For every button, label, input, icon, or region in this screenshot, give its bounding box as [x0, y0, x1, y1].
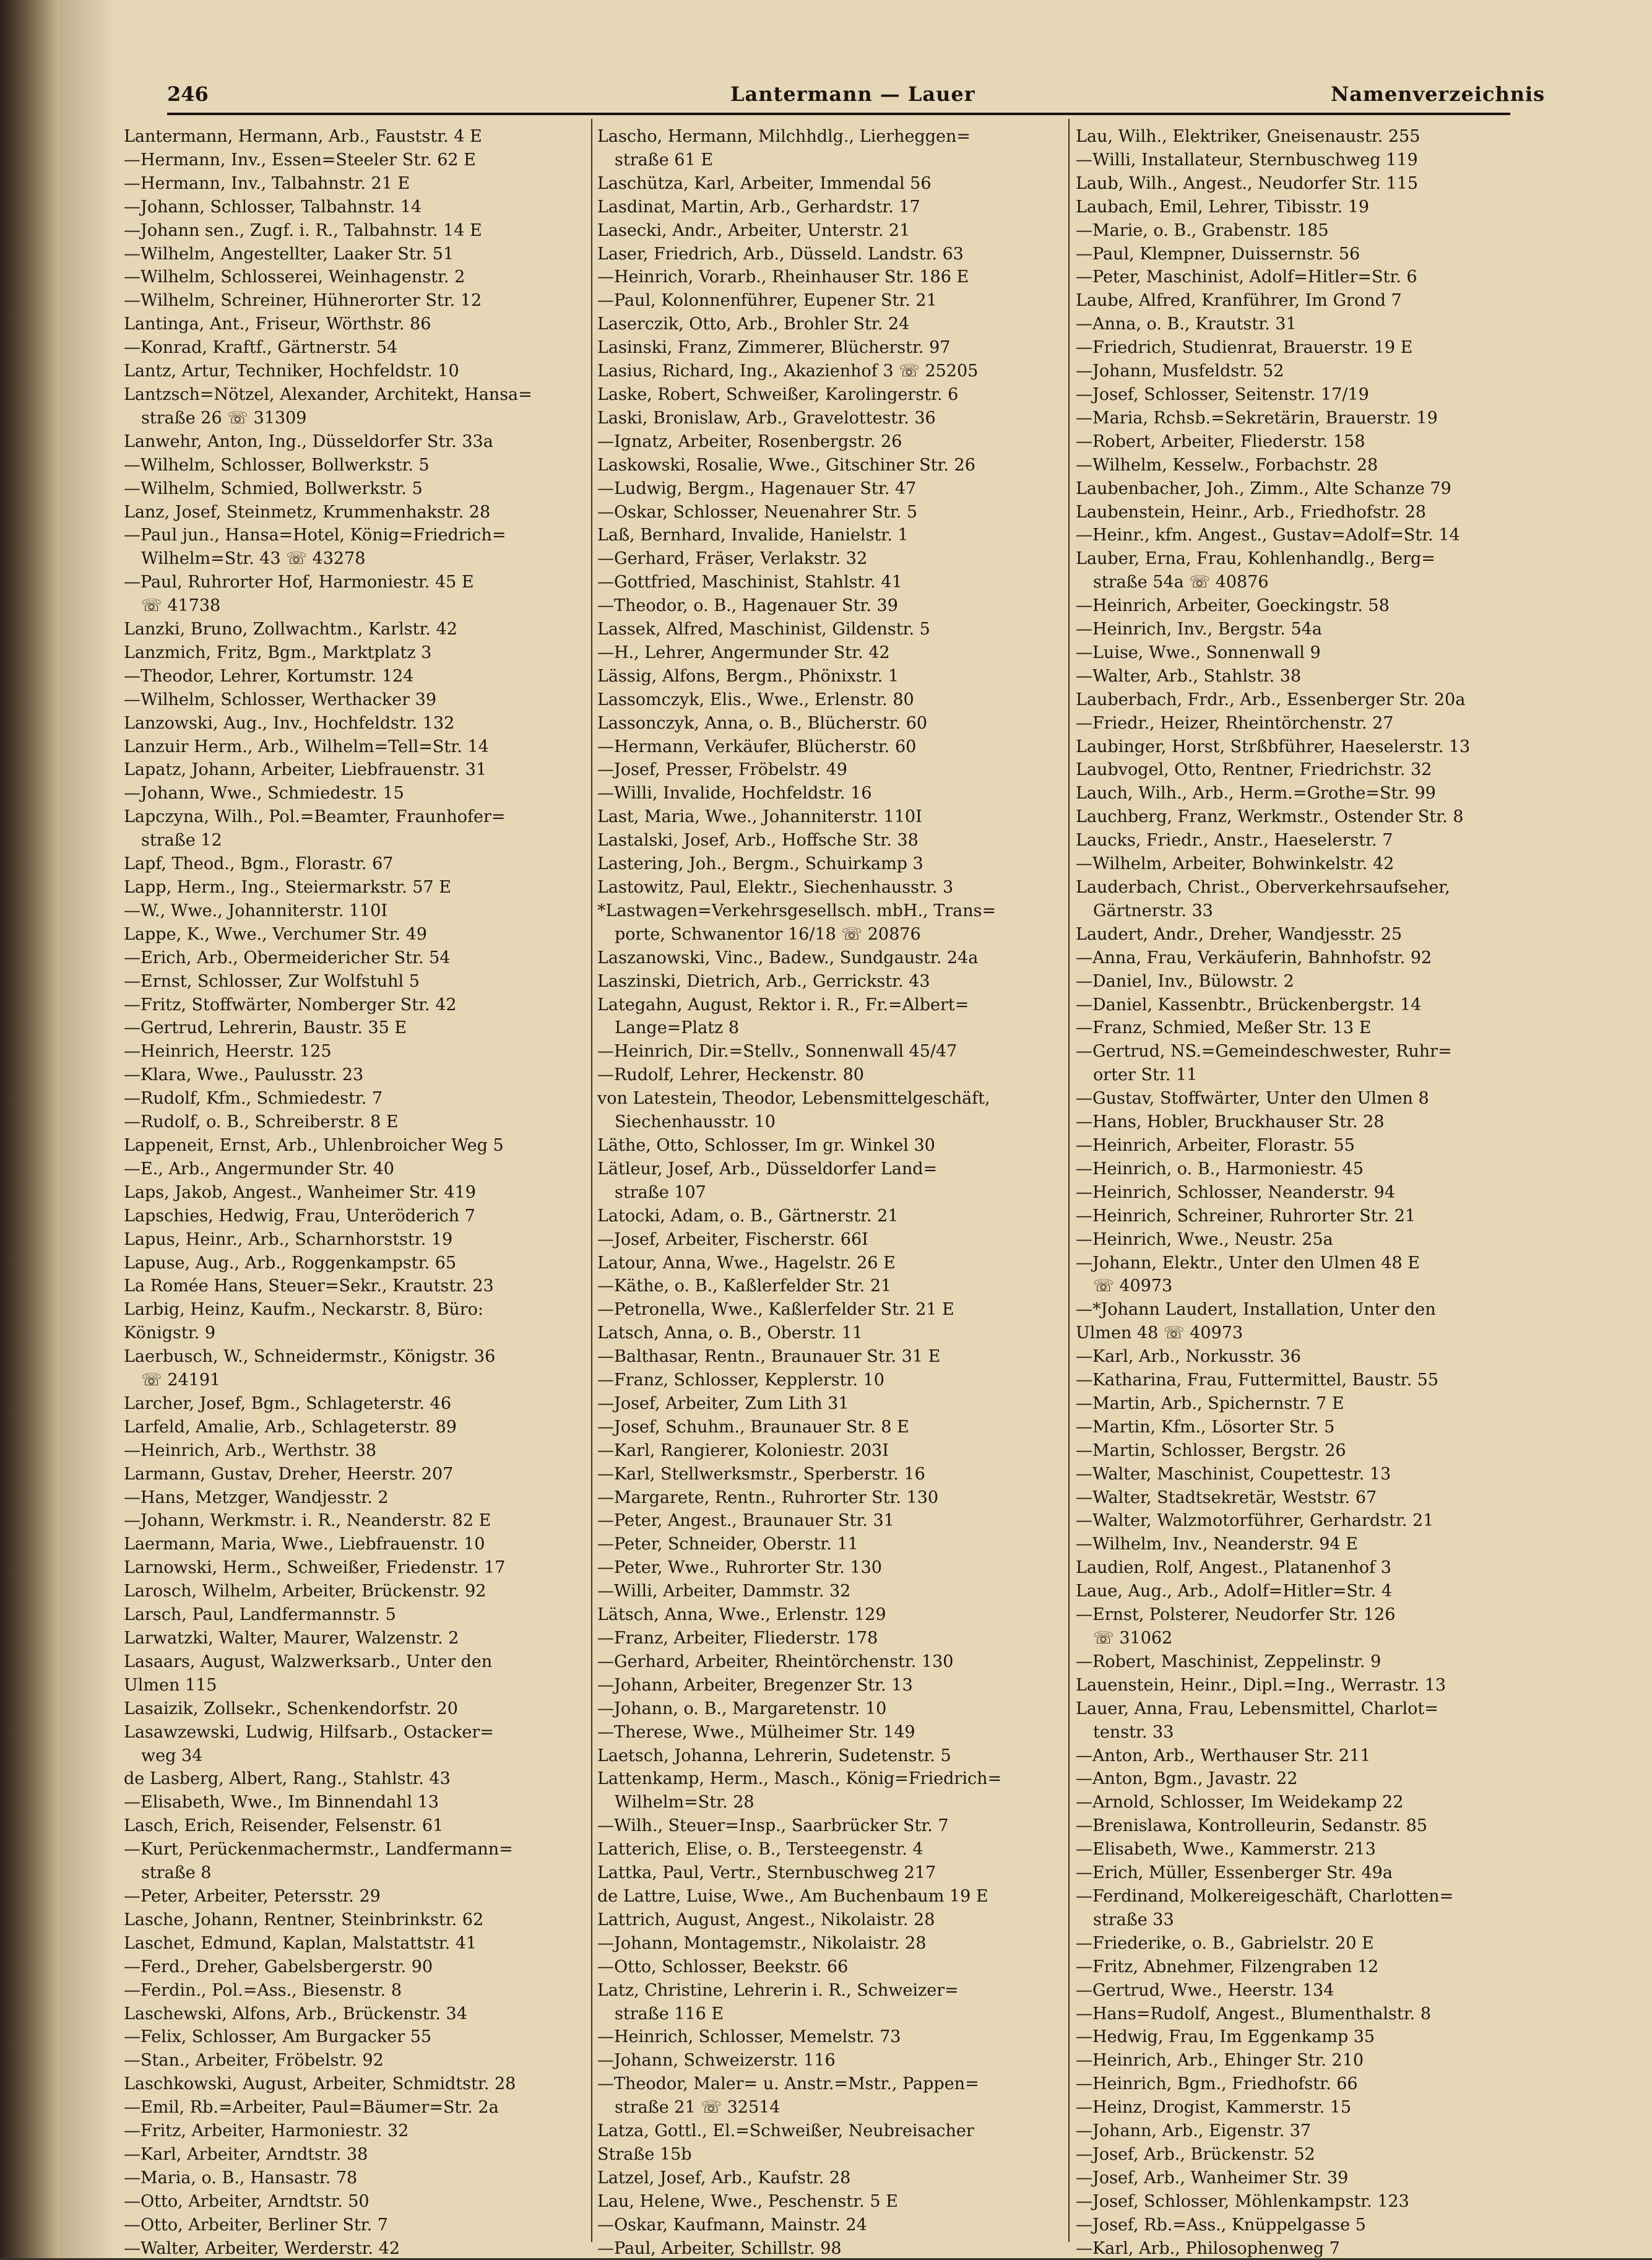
- directory-entry: Laubinger, Horst, Strßbführer, Haeselerstr. 13: [1076, 737, 1471, 756]
- directory-entry: —Peter, Arbeiter, Petersstr. 29: [124, 1886, 381, 1906]
- directory-entry: Lapatz, Johann, Arbeiter, Liebfrauenstr. 31: [124, 760, 487, 780]
- directory-entry: Last, Maria, Wwe., Johanniterstr. 110I: [597, 807, 922, 827]
- directory-entry: Laubenstein, Heinr., Arb., Friedhofstr. 28: [1076, 502, 1426, 522]
- directory-entry: Lauchberg, Franz, Werkmstr., Ostender Str. 8: [1076, 807, 1464, 827]
- directory-entry: —Kurt, Perückenmachermstr., Landfermann=: [124, 1840, 513, 1860]
- directory-entry: —Friedr., Heizer, Rheintörchenstr. 27: [1076, 713, 1394, 733]
- directory-entry: Lange=Platz 8: [615, 1018, 740, 1038]
- directory-entry: Laser, Friedrich, Arb., Düsseld. Landstr. 63: [597, 244, 964, 264]
- directory-entry: —Hermann, Inv., Essen=Steeler Str. 62 E: [124, 150, 476, 170]
- directory-entry: straße 116 E: [615, 2004, 724, 2024]
- directory-entry: —Robert, Maschinist, Zeppelinstr. 9: [1076, 1652, 1382, 1671]
- page-header: [124, 77, 1546, 115]
- directory-entry: von Latestein, Theodor, Lebensmittelgeschäft,: [597, 1089, 990, 1109]
- directory-entry: ☏ 31062: [1093, 1629, 1173, 1648]
- directory-entry: straße 33: [1093, 1910, 1174, 1929]
- directory-entry: —Johann, Schweizerstr. 116: [597, 2051, 836, 2071]
- directory-entry: —Wilhelm, Schmied, Bollwerkstr. 5: [124, 478, 423, 498]
- directory-entry: —Paul, Arbeiter, Schillstr. 98: [597, 2238, 842, 2258]
- directory-entry: —Hans, Hobler, Bruckhauser Str. 28: [1076, 1112, 1385, 1132]
- running-title: Lantermann — Lauer: [730, 82, 975, 106]
- directory-entry: Larcher, Josef, Bgm., Schlageterstr. 46: [124, 1393, 452, 1413]
- directory-entry: —Heinrich, Arb., Ehinger Str. 210: [1076, 2051, 1364, 2071]
- directory-entry: Lastalski, Josef, Arb., Hoffsche Str. 38: [597, 831, 919, 851]
- directory-entry: —Oskar, Schlosser, Neuenahrer Str. 5: [597, 502, 918, 522]
- directory-entry: Lattenkamp, Herm., Masch., König=Friedrich=: [597, 1769, 1002, 1789]
- directory-entry: Straße 15b: [597, 2144, 692, 2164]
- directory-entry: La Romée Hans, Steuer=Sekr., Krautstr. 23: [124, 1276, 494, 1296]
- directory-entry: —Wilhelm, Schlosser, Werthacker 39: [124, 690, 437, 709]
- directory-entry: —Karl, Arb., Norkusstr. 36: [1076, 1347, 1301, 1367]
- directory-entry: Ulmen 48 ☏ 40973: [1076, 1323, 1243, 1343]
- directory-entry: —Theodor, o. B., Hagenauer Str. 39: [597, 596, 898, 616]
- directory-entry: —Otto, Arbeiter, Arndtstr. 50: [124, 2191, 370, 2211]
- page-shadow: [59, 0, 115, 2258]
- directory-entry: —Walter, Maschinist, Coupettestr. 13: [1076, 1464, 1391, 1484]
- directory-entry: —Johann sen., Zugf. i. R., Talbahnstr. 14 E: [124, 220, 482, 240]
- directory-entry: —Anton, Bgm., Javastr. 22: [1076, 1769, 1298, 1789]
- directory-entry: Laubvogel, Otto, Rentner, Friedrichstr. 32: [1076, 760, 1432, 780]
- directory-entry: —Ferdinand, Molkereigeschäft, Charlotten=: [1076, 1886, 1454, 1906]
- directory-entry: Larfeld, Amalie, Arb., Schlageterstr. 89: [124, 1417, 457, 1437]
- directory-entry: —W., Wwe., Johanniterstr. 110I: [124, 901, 388, 920]
- directory-entry: —Balthasar, Rentn., Braunauer Str. 31 E: [597, 1347, 941, 1367]
- directory-entry: Laue, Aug., Arb., Adolf=Hitler=Str. 4: [1076, 1582, 1393, 1601]
- directory-entry: —Otto, Schlosser, Beekstr. 66: [597, 1957, 849, 1976]
- directory-entry: —Franz, Schmied, Meßer Str. 13 E: [1076, 1018, 1372, 1038]
- directory-entry: —Josef, Rb.=Ass., Knüppelgasse 5: [1076, 2215, 1366, 2235]
- directory-entry: Lapuse, Aug., Arb., Roggenkampstr. 65: [124, 1253, 457, 1273]
- directory-entry: de Lattre, Luise, Wwe., Am Buchenbaum 19 E: [597, 1886, 988, 1906]
- directory-entry: de Lasberg, Albert, Rang., Stahlstr. 43: [124, 1769, 451, 1789]
- directory-entry: Lapczyna, Wilh., Pol.=Beamter, Fraunhofer=: [124, 807, 506, 827]
- directory-entry: Lasch, Erich, Reisender, Felsenstr. 61: [124, 1816, 444, 1836]
- directory-entry: Laß, Bernhard, Invalide, Hanielstr. 1: [597, 526, 909, 545]
- directory-entry: —Katharina, Frau, Futtermittel, Baustr. 55: [1076, 1370, 1439, 1390]
- directory-entry: Lantermann, Hermann, Arb., Fauststr. 4 E: [124, 127, 482, 146]
- directory-entry: Lattka, Paul, Vertr., Sternbuschweg 217: [597, 1863, 936, 1883]
- directory-entry: Laub, Wilh., Angest., Neudorfer Str. 115: [1076, 173, 1419, 193]
- directory-entry: —Heinr., kfm. Angest., Gustav=Adolf=Str. 14: [1076, 526, 1460, 545]
- directory-entry: Lätsch, Anna, Wwe., Erlenstr. 129: [597, 1605, 886, 1625]
- directory-entry: —Rudolf, o. B., Schreiberstr. 8 E: [124, 1112, 399, 1132]
- directory-entry: Larbig, Heinz, Kaufm., Neckarstr. 8, Büro:: [124, 1300, 483, 1320]
- directory-entry: Laucks, Friedr., Anstr., Haeselerstr. 7: [1076, 831, 1393, 851]
- directory-entry: Laudert, Andr., Dreher, Wandjesstr. 25: [1076, 924, 1403, 944]
- directory-entry: —Robert, Arbeiter, Fliederstr. 158: [1076, 431, 1365, 451]
- directory-entry: —Johann, Montagemstr., Nikolaistr. 28: [597, 1933, 927, 1953]
- directory-entry: Laszinski, Dietrich, Arb., Gerrickstr. 43: [597, 971, 930, 991]
- directory-entry: Lassek, Alfred, Maschinist, Gildenstr. 5: [597, 620, 930, 639]
- directory-entry: —Paul jun., Hansa=Hotel, König=Friedrich=: [124, 526, 506, 545]
- directory-entry: Larmann, Gustav, Dreher, Heerstr. 207: [124, 1464, 454, 1484]
- directory-entry: —Paul, Kolonnenführer, Eupener Str. 21: [597, 291, 937, 311]
- directory-entry: Lanzki, Bruno, Zollwachtm., Karlstr. 42: [124, 620, 457, 639]
- directory-entry: —Josef, Arb., Brückenstr. 52: [1076, 2144, 1315, 2164]
- directory-entry: —Gottfried, Maschinist, Stahlstr. 41: [597, 573, 902, 592]
- directory-entry: straße 107: [615, 1182, 706, 1202]
- directory-entry: Larwatzki, Walter, Maurer, Walzenstr. 2: [124, 1629, 459, 1648]
- directory-entry: —Johann, Schlosser, Talbahnstr. 14: [124, 197, 422, 217]
- directory-entry: —Hans, Metzger, Wandjesstr. 2: [124, 1487, 389, 1507]
- directory-entry: straße 12: [141, 831, 222, 851]
- directory-entry: —Wilhelm, Schreiner, Hühnerorter Str. 12: [124, 291, 482, 311]
- directory-entry: —Wilhelm, Inv., Neanderstr. 94 E: [1076, 1535, 1358, 1554]
- directory-entry: Laske, Robert, Schweißer, Karolingerstr. 6: [597, 384, 959, 404]
- directory-entry: Latz, Christine, Lehrerin i. R., Schweizer=: [597, 1980, 959, 2000]
- directory-entry: —Rudolf, Lehrer, Heckenstr. 80: [597, 1065, 864, 1085]
- directory-entry: —Anna, o. B., Krautstr. 31: [1076, 314, 1297, 334]
- directory-entry: —Wilhelm, Arbeiter, Bohwinkelstr. 42: [1076, 854, 1395, 874]
- directory-entry: Lappeneit, Ernst, Arb., Uhlenbroicher Weg 5: [124, 1135, 504, 1155]
- directory-entry: —Paul, Klempner, Duissernstr. 56: [1076, 244, 1360, 264]
- directory-entry: —Heinrich, Bgm., Friedhofstr. 66: [1076, 2074, 1358, 2094]
- directory-entry: Latzel, Josef, Arb., Kaufstr. 28: [597, 2168, 851, 2188]
- directory-entry: Laerbusch, W., Schneidermstr., Königstr. 36: [124, 1347, 496, 1367]
- directory-entry: —Gerhard, Fräser, Verlakstr. 32: [597, 549, 868, 569]
- directory-entry: —Johann, Werkmstr. i. R., Neanderstr. 82 E: [124, 1511, 491, 1531]
- directory-entry: —Josef, Schuhm., Braunauer Str. 8 E: [597, 1417, 909, 1437]
- directory-entry: straße 8: [141, 1863, 212, 1883]
- column-3: [1076, 125, 1528, 2258]
- directory-entry: —Wilh., Steuer=Insp., Saarbrücker Str. 7: [597, 1816, 949, 1836]
- directory-entry: —Johann, Elektr., Unter den Ulmen 48 E: [1076, 1253, 1421, 1273]
- directory-entry: —Karl, Stellwerksmstr., Sperberstr. 16: [597, 1464, 925, 1484]
- directory-entry: Lau, Wilh., Elektriker, Gneisenaustr. 255: [1076, 127, 1421, 146]
- directory-entry: Lasdinat, Martin, Arb., Gerhardstr. 17: [597, 197, 920, 217]
- directory-entry: —Paul, Ruhrorter Hof, Harmoniestr. 45 E: [124, 573, 474, 592]
- directory-entry: Laudien, Rolf, Angest., Platanenhof 3: [1076, 1558, 1391, 1578]
- directory-entry: —Erich, Arb., Obermeidericher Str. 54: [124, 948, 451, 968]
- directory-entry: Lauber, Erna, Frau, Kohlenhandlg., Berg=: [1076, 549, 1435, 569]
- directory-entry: —Gustav, Stoffwärter, Unter den Ulmen 8: [1076, 1089, 1429, 1109]
- directory-entry: —Heinrich, o. B., Harmoniestr. 45: [1076, 1159, 1364, 1179]
- directory-entry: —E., Arb., Angermunder Str. 40: [124, 1159, 394, 1179]
- directory-entry: Lanzmich, Fritz, Bgm., Marktplatz 3: [124, 643, 432, 662]
- directory-entry: Lätleur, Josef, Arb., Düsseldorfer Land=: [597, 1159, 938, 1179]
- directory-entry: —Elisabeth, Wwe., Im Binnendahl 13: [124, 1793, 439, 1812]
- directory-entry: straße 61 E: [615, 150, 713, 170]
- directory-entry: —Josef, Arbeiter, Zum Lith 31: [597, 1393, 849, 1413]
- directory-entry: —Gerhard, Arbeiter, Rheintörchenstr. 130: [597, 1652, 954, 1671]
- directory-entry: —Marie, o. B., Grabenstr. 185: [1076, 220, 1329, 240]
- directory-entry: Laschkowski, August, Arbeiter, Schmidtstr. 28: [124, 2074, 516, 2094]
- directory-entry: —Willi, Installateur, Sternbuschweg 119: [1076, 150, 1418, 170]
- header-rule: [167, 113, 1510, 115]
- directory-entry: Lapp, Herm., Ing., Steiermarkstr. 57 E: [124, 878, 451, 897]
- directory-entry: Larosch, Wilhelm, Arbeiter, Brückenstr. 92: [124, 1582, 487, 1601]
- directory-entry: —Wilhelm, Schlosser, Bollwerkstr. 5: [124, 455, 430, 475]
- directory-entry: —Ernst, Polsterer, Neudorfer Str. 126: [1076, 1605, 1396, 1625]
- directory-entry: ☏ 41738: [141, 596, 221, 616]
- directory-entry: —Heinrich, Schlosser, Memelstr. 73: [597, 2027, 901, 2047]
- directory-entry: —Peter, Angest., Braunauer Str. 31: [597, 1511, 894, 1531]
- directory-entry: —Karl, Arbeiter, Arndtstr. 38: [124, 2144, 368, 2164]
- directory-entry: —Maria, Rchsb.=Sekretärin, Brauerstr. 19: [1076, 408, 1438, 428]
- directory-entry: Latterich, Elise, o. B., Tersteegenstr. 4: [597, 1840, 923, 1860]
- directory-entry: —Heinrich, Arbeiter, Florastr. 55: [1076, 1135, 1355, 1155]
- directory-entry: ☏ 24191: [141, 1370, 221, 1390]
- directory-entry: —Heinrich, Schreiner, Ruhrorter Str. 21: [1076, 1206, 1416, 1226]
- directory-entry: Laschütza, Karl, Arbeiter, Immendal 56: [597, 173, 932, 193]
- directory-entry: —Josef, Schlosser, Seitenstr. 17/19: [1076, 384, 1369, 404]
- directory-entry: Larsch, Paul, Landfermannstr. 5: [124, 1605, 396, 1625]
- directory-entry: —Theodor, Lehrer, Kortumstr. 124: [124, 666, 414, 686]
- directory-entry: Lassomczyk, Elis., Wwe., Erlenstr. 80: [597, 690, 914, 709]
- directory-entry: —Daniel, Inv., Bülowstr. 2: [1076, 971, 1294, 991]
- directory-entry: —Klara, Wwe., Paulusstr. 23: [124, 1065, 364, 1085]
- directory-entry: Lauch, Wilh., Arb., Herm.=Grothe=Str. 99: [1076, 784, 1436, 803]
- directory-entry: —Brenislawa, Kontrolleurin, Sedanstr. 85: [1076, 1816, 1427, 1836]
- directory-entry: Läthe, Otto, Schlosser, Im gr. Winkel 30: [597, 1135, 935, 1155]
- directory-entry: —Petronella, Wwe., Kaßlerfelder Str. 21 E: [597, 1300, 954, 1320]
- directory-entry: —Hermann, Verkäufer, Blücherstr. 60: [597, 737, 917, 756]
- directory-entry: orter Str. 11: [1093, 1065, 1198, 1085]
- directory-entry: —Therese, Wwe., Mülheimer Str. 149: [597, 1722, 915, 1742]
- directory-entry: —Wilhelm, Schlosserei, Weinhagenstr. 2: [124, 267, 465, 287]
- directory-entry: —Hans=Rudolf, Angest., Blumenthalstr. 8: [1076, 2004, 1432, 2024]
- directory-entry: straße 54a ☏ 40876: [1093, 573, 1269, 592]
- directory-entry: tenstr. 33: [1093, 1722, 1174, 1742]
- directory-entry: Lascho, Hermann, Milchhdlg., Lierheggen=: [597, 127, 971, 146]
- directory-entry: Lauberbach, Frdr., Arb., Essenberger Str. 20a: [1076, 690, 1466, 709]
- directory-entry: —Walter, Walzmotorführer, Gerhardstr. 21: [1076, 1511, 1434, 1531]
- column-divider: [1068, 119, 1070, 2242]
- directory-entry: —Johann, Wwe., Schmiedestr. 15: [124, 784, 404, 803]
- directory-entry: Lantinga, Ant., Friseur, Wörthstr. 86: [124, 314, 431, 334]
- directory-entry: —Gertrud, NS.=Gemeindeschwester, Ruhr=: [1076, 1042, 1452, 1062]
- directory-entry: Lapf, Theod., Bgm., Florastr. 67: [124, 854, 394, 874]
- directory-entry: —Ignatz, Arbeiter, Rosenbergstr. 26: [597, 431, 902, 451]
- directory-entry: —Hedwig, Frau, Im Eggenkamp 35: [1076, 2027, 1375, 2047]
- directory-entry: —Franz, Schlosser, Kepplerstr. 10: [597, 1370, 884, 1390]
- directory-entry: —Ferdin., Pol.=Ass., Biesenstr. 8: [124, 1980, 402, 2000]
- directory-entry: —Peter, Wwe., Ruhrorter Str. 130: [597, 1558, 882, 1578]
- directory-entry: Laermann, Maria, Wwe., Liebfrauenstr. 10: [124, 1535, 485, 1554]
- directory-entry: Latza, Gottl., El.=Schweißer, Neubreisacher: [597, 2121, 974, 2141]
- directory-entry: Lanzowski, Aug., Inv., Hochfeldstr. 132: [124, 713, 455, 733]
- directory-entry: —Johann, o. B., Margaretenstr. 10: [597, 1699, 887, 1718]
- directory-entry: Laskowski, Rosalie, Wwe., Gitschiner Str. 26: [597, 455, 975, 475]
- directory-entry: Latsch, Anna, o. B., Oberstr. 11: [597, 1323, 863, 1343]
- directory-entry: Lauderbach, Christ., Oberverkehrsaufseher,: [1076, 878, 1450, 897]
- directory-entry: —Franz, Arbeiter, Fliederstr. 178: [597, 1629, 878, 1648]
- directory-entry: Lappe, K., Wwe., Verchumer Str. 49: [124, 924, 427, 944]
- directory-entry: Larnowski, Herm., Schweißer, Friedenstr. 17: [124, 1558, 506, 1578]
- directory-entry: —Walter, Stadtsekretär, Weststr. 67: [1076, 1487, 1377, 1507]
- directory-entry: Lattrich, August, Angest., Nikolaistr. 28: [597, 1910, 935, 1929]
- directory-entry: —Maria, o. B., Hansastr. 78: [124, 2168, 358, 2188]
- directory-entry: —Konrad, Kraftf., Gärtnerstr. 54: [124, 338, 398, 358]
- directory-entry: weg 34: [141, 1746, 203, 1765]
- directory-entry: porte, Schwanentor 16/18 ☏ 20876: [615, 924, 921, 944]
- column-2: [597, 125, 1049, 2258]
- directory-entry: —Martin, Arb., Spichernstr. 7 E: [1076, 1393, 1344, 1413]
- directory-entry: —Josef, Schlosser, Möhlenkampstr. 123: [1076, 2191, 1409, 2211]
- directory-entry: —Josef, Presser, Fröbelstr. 49: [597, 760, 847, 780]
- directory-entry: Lasaizik, Zollsekr., Schenkendorfstr. 20: [124, 1699, 458, 1718]
- directory-entry: —Ferd., Dreher, Gabelsbergerstr. 90: [124, 1957, 433, 1976]
- directory-entry: straße 21 ☏ 32514: [615, 2098, 781, 2118]
- directory-entry: Lauer, Anna, Frau, Lebensmittel, Charlot=: [1076, 1699, 1438, 1718]
- directory-entry: —Theodor, Maler= u. Anstr.=Mstr., Pappen=: [597, 2074, 979, 2094]
- directory-entry: Lässig, Alfons, Bergm., Phönixstr. 1: [597, 666, 899, 686]
- directory-entry: —Arnold, Schlosser, Im Weidekamp 22: [1076, 1793, 1404, 1812]
- directory-entry: —H., Lehrer, Angermunder Str. 42: [597, 643, 890, 662]
- directory-entry: —Felix, Schlosser, Am Burgacker 55: [124, 2027, 432, 2047]
- directory-entry: Laschet, Edmund, Kaplan, Malstattstr. 41: [124, 1933, 477, 1953]
- directory-entry: —Heinrich, Inv., Bergstr. 54a: [1076, 620, 1322, 639]
- directory-entry: Lantzsch=Nötzel, Alexander, Architekt, Hansa=: [124, 384, 532, 404]
- directory-entry: —Hermann, Inv., Talbahnstr. 21 E: [124, 173, 410, 193]
- directory-entry: Lau, Helene, Wwe., Peschenstr. 5 E: [597, 2191, 898, 2211]
- directory-entry: Lanz, Josef, Steinmetz, Krummenhakstr. 28: [124, 502, 491, 522]
- directory-entry: —Peter, Maschinist, Adolf=Hitler=Str. 6: [1076, 267, 1417, 287]
- directory-entry: Lasius, Richard, Ing., Akazienhof 3 ☏ 25205: [597, 362, 979, 381]
- directory-entry: —Josef, Arb., Wanheimer Str. 39: [1076, 2168, 1349, 2188]
- directory-entry: Laubach, Emil, Lehrer, Tibisstr. 19: [1076, 197, 1370, 217]
- directory-entry: Laski, Bronislaw, Arb., Gravelottestr. 36: [597, 408, 936, 428]
- section-title: Namenverzeichnis: [1331, 82, 1546, 106]
- directory-entry: Laserczik, Otto, Arb., Brohler Str. 24: [597, 314, 910, 334]
- directory-entry: Wilhelm=Str. 43 ☏ 43278: [141, 549, 366, 569]
- directory-entry: —Friedrich, Studienrat, Brauerstr. 19 E: [1076, 338, 1413, 358]
- directory-entry: —Josef, Arbeiter, Fischerstr. 66I: [597, 1229, 868, 1249]
- directory-entry: —Daniel, Kassenbtr., Brückenbergstr. 14: [1076, 995, 1422, 1015]
- directory-entry: Laschewski, Alfons, Arb., Brückenstr. 34: [124, 2004, 467, 2024]
- directory-entry: —Stan., Arbeiter, Fröbelstr. 92: [124, 2051, 384, 2071]
- directory-entry: —Johann, Arbeiter, Bregenzer Str. 13: [597, 1675, 913, 1695]
- directory-entry: —Walter, Arb., Stahlstr. 38: [1076, 666, 1302, 686]
- directory-entry: Laetsch, Johanna, Lehrerin, Sudetenstr. 5: [597, 1746, 951, 1765]
- directory-entry: *Lastwagen=Verkehrsgesellsch. mbH., Trans=: [597, 901, 997, 920]
- directory-entry: —Heinrich, Heerstr. 125: [124, 1042, 332, 1062]
- directory-entry: —Wilhelm, Angestellter, Laaker Str. 51: [124, 244, 454, 264]
- directory-entry: Lasawzewski, Ludwig, Hilfsarb., Ostacker=: [124, 1722, 494, 1742]
- directory-entry: Laszanowski, Vinc., Badew., Sundgaustr. 24a: [597, 948, 979, 968]
- directory-entry: —Heinrich, Arbeiter, Goeckingstr. 58: [1076, 596, 1390, 616]
- directory-entry: —Margarete, Rentn., Ruhrorter Str. 130: [597, 1487, 939, 1507]
- directory-entry: Gärtnerstr. 33: [1093, 901, 1213, 920]
- directory-entry: —Gertrud, Wwe., Heerstr. 134: [1076, 1980, 1334, 2000]
- directory-entry: Latour, Anna, Wwe., Hagelstr. 26 E: [597, 1253, 896, 1273]
- directory-entry: —Willi, Invalide, Hochfeldstr. 16: [597, 784, 872, 803]
- directory-entry: —Käthe, o. B., Kaßlerfelder Str. 21: [597, 1276, 892, 1296]
- directory-entry: Latocki, Adam, o. B., Gärtnerstr. 21: [597, 1206, 899, 1226]
- directory-entry: —Elisabeth, Wwe., Kammerstr. 213: [1076, 1840, 1376, 1860]
- directory-entry: —Gertrud, Lehrerin, Baustr. 35 E: [124, 1018, 407, 1038]
- directory-entry: Lategahn, August, Rektor i. R., Fr.=Albert=: [597, 995, 969, 1015]
- directory-entry: Lasinski, Franz, Zimmerer, Blücherstr. 97: [597, 338, 951, 358]
- directory-entry: —Heinrich, Dir.=Stellv., Sonnenwall 45/47: [597, 1042, 958, 1062]
- directory-entry: Lapus, Heinr., Arb., Scharnhorststr. 19: [124, 1229, 453, 1249]
- directory-entry: —Wilhelm, Kesselw., Forbachstr. 28: [1076, 455, 1378, 475]
- directory-entry: —Oskar, Kaufmann, Mainstr. 24: [597, 2215, 867, 2235]
- directory-entry: Lauenstein, Heinr., Dipl.=Ing., Werrastr. 13: [1076, 1675, 1446, 1695]
- directory-entry: —Heinrich, Schlosser, Neanderstr. 94: [1076, 1182, 1395, 1202]
- directory-entry: —Rudolf, Kfm., Schmiedestr. 7: [124, 1089, 383, 1109]
- directory-entry: —Emil, Rb.=Arbeiter, Paul=Bäumer=Str. 2a: [124, 2098, 499, 2118]
- directory-entry: —Ludwig, Bergm., Hagenauer Str. 47: [597, 478, 917, 498]
- directory-entry: —Luise, Wwe., Sonnenwall 9: [1076, 643, 1321, 662]
- directory-entry: —Anton, Arb., Werthauser Str. 211: [1076, 1746, 1371, 1765]
- directory-entry: —Johann, Arb., Eigenstr. 37: [1076, 2121, 1312, 2141]
- directory-entry: —Karl, Rangierer, Koloniestr. 203I: [597, 1440, 889, 1460]
- directory-entry: Laps, Jakob, Angest., Wanheimer Str. 419: [124, 1182, 476, 1202]
- column-divider: [591, 119, 592, 2242]
- directory-entry: ☏ 40973: [1093, 1276, 1173, 1296]
- directory-entry: Laube, Alfred, Kranführer, Im Grond 7: [1076, 291, 1402, 311]
- directory-entry: —Fritz, Stoffwärter, Nomberger Str. 42: [124, 995, 457, 1015]
- directory-entry: Lasecki, Andr., Arbeiter, Unterstr. 21: [597, 220, 910, 240]
- directory-entry: —Erich, Müller, Essenberger Str. 49a: [1076, 1863, 1393, 1883]
- directory-entry: —Fritz, Abnehmer, Filzengraben 12: [1076, 1957, 1379, 1976]
- page-number: 246: [167, 82, 209, 106]
- directory-entry: —Ernst, Schlosser, Zur Wolfstuhl 5: [124, 971, 420, 991]
- directory-entry: Siechenhausstr. 10: [615, 1112, 776, 1132]
- directory-entry: —Fritz, Arbeiter, Harmoniestr. 32: [124, 2121, 409, 2141]
- directory-entry: —Johann, Musfeldstr. 52: [1076, 362, 1284, 381]
- directory-entry: —Friederike, o. B., Gabrielstr. 20 E: [1076, 1933, 1374, 1953]
- directory-entry: Lantz, Artur, Techniker, Hochfeldstr. 10: [124, 362, 459, 381]
- directory-entry: Königstr. 9: [124, 1323, 215, 1343]
- directory-entry: —Heinrich, Wwe., Neustr. 25a: [1076, 1229, 1333, 1249]
- directory-entry: Lanzuir Herm., Arb., Wilhelm=Tell=Str. 14: [124, 737, 489, 756]
- directory-entry: —Anna, Frau, Verkäuferin, Bahnhofstr. 92: [1076, 948, 1432, 968]
- directory-entry: —Otto, Arbeiter, Berliner Str. 7: [124, 2215, 388, 2235]
- directory-entry: —Willi, Arbeiter, Dammstr. 32: [597, 1582, 851, 1601]
- directory-entry: Lastowitz, Paul, Elektr., Siechenhausstr. 3: [597, 878, 954, 897]
- directory-entry: —Peter, Schneider, Oberstr. 11: [597, 1535, 858, 1554]
- directory-entry: Lasaars, August, Walzwerksarb., Unter den: [124, 1652, 493, 1671]
- directory-entry: —Walter, Arbeiter, Werderstr. 42: [124, 2238, 400, 2258]
- directory-entry: Lapschies, Hedwig, Frau, Unteröderich 7: [124, 1206, 475, 1226]
- book-binding: [0, 0, 59, 2258]
- directory-entry: straße 26 ☏ 31309: [141, 408, 307, 428]
- directory-entry: —Heinrich, Vorarb., Rheinhauser Str. 186 E: [597, 267, 969, 287]
- directory-entry: —*Johann Laudert, Installation, Unter den: [1076, 1300, 1436, 1320]
- directory-entry: Lanwehr, Anton, Ing., Düsseldorfer Str. 33a: [124, 431, 493, 451]
- directory-entry: Lassonczyk, Anna, o. B., Blücherstr. 60: [597, 713, 928, 733]
- directory-entry: —Heinz, Drogist, Kammerstr. 15: [1076, 2098, 1352, 2118]
- directory-entry: Wilhelm=Str. 28: [615, 1793, 755, 1812]
- directory-entry: Lasche, Johann, Rentner, Steinbrinkstr. 62: [124, 1910, 484, 1929]
- directory-entry: —Karl, Arb., Philosophenweg 7: [1076, 2238, 1340, 2258]
- directory-entry: Ulmen 115: [124, 1675, 217, 1695]
- directory-entry: Laubenbacher, Joh., Zimm., Alte Schanze 79: [1076, 478, 1451, 498]
- directory-entry: —Heinrich, Arb., Werthstr. 38: [124, 1440, 377, 1460]
- directory-entry: —Martin, Kfm., Lösorter Str. 5: [1076, 1417, 1335, 1437]
- column-1: [124, 125, 576, 2258]
- directory-entry: —Martin, Schlosser, Bergstr. 26: [1076, 1440, 1346, 1460]
- directory-entry: Lastering, Joh., Bergm., Schuirkamp 3: [597, 854, 923, 874]
